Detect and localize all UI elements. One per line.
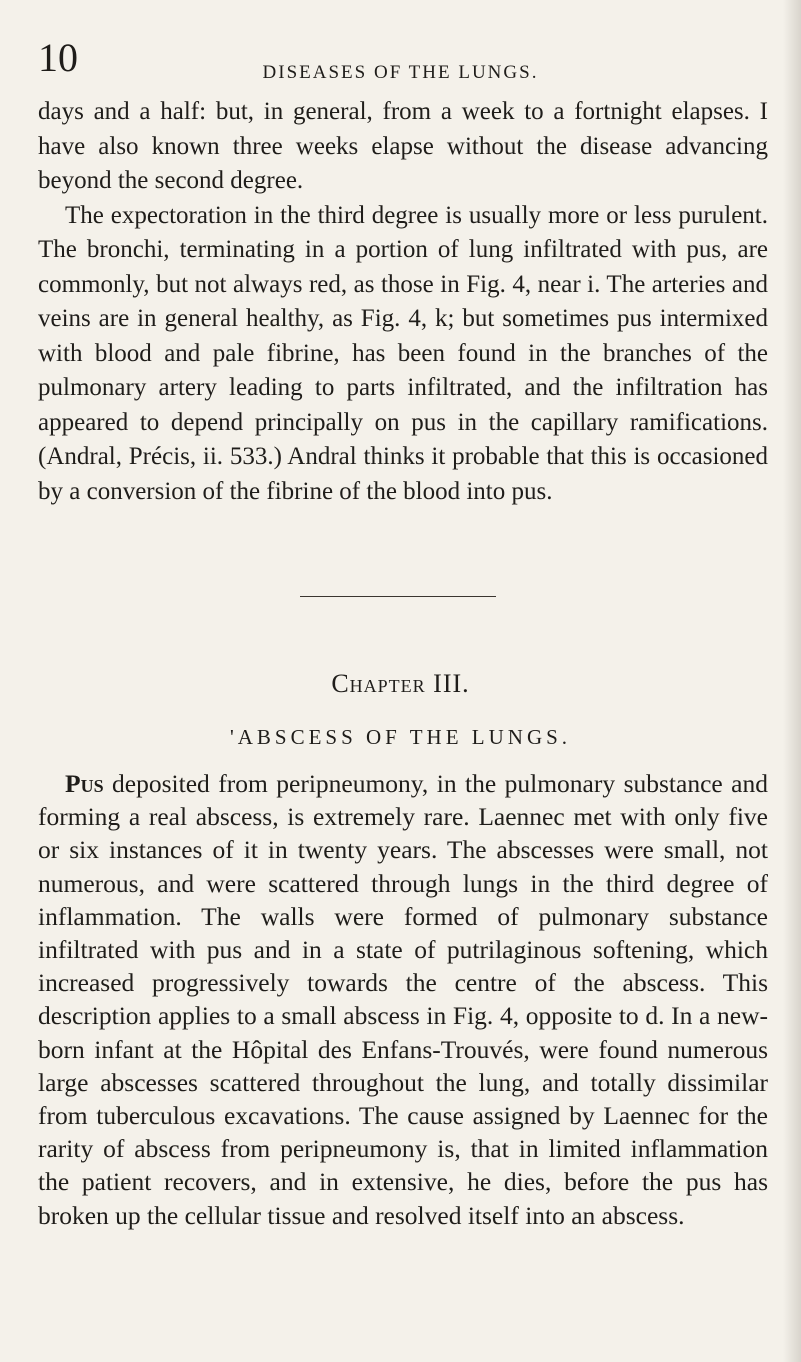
- chapter-title: 'ABSCESS OF THE LUNGS.: [229, 725, 572, 749]
- page-edge-shadow: [783, 0, 801, 1362]
- page-number: 10: [38, 35, 78, 80]
- paragraph-lead-word: Pus: [65, 769, 104, 798]
- paragraph: days and a half: but, in general, from a week to a fortnight elapses. I have also known three weeks elapse without the disease advancing beyond the second degree.: [38, 98, 768, 194]
- running-head: DISEASES OF THE LUNGS.: [262, 62, 539, 83]
- paragraph: The expectoration in the third degree is usually more or less purulent. The bronchi, terminating in a portion of lung infiltrated with pus, are commonly, but not always red, as those in Fig. 4, near i. The arteries and veins are in general healthy, as Fig. 4, k; but sometimes pus intermixed with blood and pale fibrine, has been found in the branches of the pulmonary artery leading to parts infiltrated, and the infiltration has appeared to depend principally on pus in the capillary ramifications. (Andral, Précis, ii. 533.) Andral thinks it probable that this is occasioned by a conversion of the fibrine of the blood into pus.: [38, 201, 768, 505]
- chapter-heading: Chapter III.: [331, 669, 470, 698]
- text-block-top: [38, 95, 768, 509]
- text-block-chapter: [38, 767, 768, 1232]
- paragraph-text: deposited from peripneumony, in the pulmonary substance and forming a real abscess, is extremely rare. Laennec met with only five or six instances of it in twenty years. The abscesses were small, not numerous, and were scattered through lungs in the third degree of inflammation. The walls were formed of pulmonary substance infiltrated with pus and in a state of putrilaginous softening, which increased progressively towards the centre of the abscess. This description applies to a small abscess in Fig. 4, opposite to d. In a new-born infant at the Hôpital des Enfans-Trouvés, were found numerous large abscesses scattered throughout the lung, and totally dissimilar from tuberculous excavations. The cause assigned by Laennec for the rarity of abscess from peripneumony is, that in limited inflammation the patient recovers, and in extensive, he dies, before the pus has broken up the cellular tissue and resolved itself into an abscess.: [38, 769, 768, 1230]
- section-divider: [300, 596, 496, 597]
- paragraph: [38, 767, 768, 1232]
